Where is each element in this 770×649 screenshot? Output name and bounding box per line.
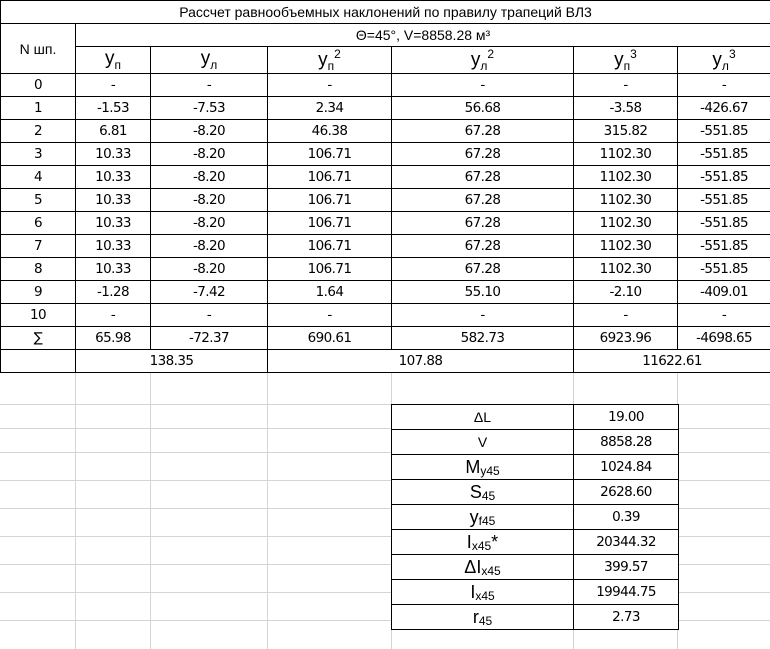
row-number-cell[interactable]: 3 [1,143,76,166]
results-table [391,404,679,630]
table-cell[interactable]: - [268,74,392,97]
table-cell[interactable]: -2.10 [574,281,678,304]
table-cell[interactable]: -409.01 [678,281,770,304]
table-cell[interactable]: 56.68 [392,97,574,120]
table-cell[interactable]: -8.20 [151,166,268,189]
table-cell[interactable]: 10.33 [76,166,151,189]
table-cell[interactable]: -8.20 [151,189,268,212]
col-header-yp[interactable]: $y_п$ [76,47,151,74]
table-cell[interactable]: 10.33 [76,189,151,212]
sum-cell[interactable]: 690.61 [268,327,392,350]
table-cell[interactable]: - [574,304,678,327]
result-value[interactable]: 399.57 [574,555,679,580]
table-cell[interactable]: - [76,74,151,97]
table-cell[interactable]: 106.71 [268,212,392,235]
table-cell[interactable]: 106.71 [268,143,392,166]
table-cell[interactable]: - [678,304,770,327]
table-cell[interactable]: 1102.30 [574,189,678,212]
table-cell[interactable]: 67.28 [392,258,574,281]
table-row [1,166,770,189]
table-cell[interactable]: - [151,74,268,97]
result-label[interactable]: $M_{y45}$ [392,455,574,480]
col-header-yl2[interactable]: $y_л^2$ [392,47,574,74]
total-cell[interactable]: 138.35 [76,350,268,373]
table-row [1,304,770,327]
table-cell[interactable]: 46.38 [268,120,392,143]
table-row [1,74,770,97]
sum-cell[interactable]: 65.98 [76,327,151,350]
table-cell[interactable]: - [392,304,574,327]
table-cell[interactable]: 67.28 [392,143,574,166]
table-cell[interactable]: -1.53 [76,97,151,120]
result-row [392,430,679,455]
row-number-cell[interactable]: 4 [1,166,76,189]
result-value[interactable]: 0.39 [574,505,679,530]
table-cell[interactable]: 106.71 [268,258,392,281]
table-cell[interactable]: - [268,304,392,327]
table-row [1,235,770,258]
table-subtitle[interactable]: Θ=45°, V=8858.28 м³ [76,24,770,47]
result-rows [392,405,679,630]
result-row [392,505,679,530]
table-cell[interactable]: 1102.30 [574,143,678,166]
sum-cell[interactable]: 6923.96 [574,327,678,350]
result-value[interactable]: 19.00 [574,405,679,430]
table-cell[interactable]: 67.28 [392,166,574,189]
table-cell[interactable]: - [392,74,574,97]
col-header-yl[interactable]: $y_л$ [151,47,268,74]
result-row [392,455,679,480]
table-title[interactable]: Рассчет равнообъемных наклонений по правилу трапеций ВЛ3 [1,1,770,24]
row-number-cell[interactable]: 6 [1,212,76,235]
table-row [1,97,770,120]
table-cell[interactable]: 1102.30 [574,166,678,189]
table-cell[interactable]: 10.33 [76,143,151,166]
table-cell[interactable]: -426.67 [678,97,770,120]
result-value[interactable]: 1024.84 [574,455,679,480]
table-cell[interactable]: -8.20 [151,235,268,258]
result-row [392,555,679,580]
table-cell[interactable]: 67.28 [392,235,574,258]
totals-empty-cell[interactable] [1,350,76,373]
col-header-yp2[interactable]: $y_п^2$ [268,47,392,74]
table-cell[interactable]: 2.34 [268,97,392,120]
table-cell[interactable]: -8.20 [151,258,268,281]
result-value[interactable]: 19944.75 [574,580,679,605]
table-cell[interactable]: -1.28 [76,281,151,304]
table-cell[interactable]: -551.85 [678,235,770,258]
table-cell[interactable]: 1102.30 [574,235,678,258]
table-row [1,120,770,143]
table-cell[interactable]: -551.85 [678,258,770,281]
table-cell[interactable]: 106.71 [268,235,392,258]
n-header[interactable]: N шп. [1,24,76,74]
table-cell[interactable]: 106.71 [268,166,392,189]
col-header-yl3[interactable]: $y_л^3$ [678,47,770,74]
table-cell[interactable]: -3.58 [574,97,678,120]
table-cell[interactable]: - [678,74,770,97]
table-cell[interactable]: -8.20 [151,212,268,235]
result-value[interactable]: 2.73 [574,605,679,630]
table-cell[interactable]: 106.71 [268,189,392,212]
table-cell[interactable]: - [574,74,678,97]
table-cell[interactable]: -551.85 [678,166,770,189]
result-label[interactable]: $S_{45}$ [392,480,574,505]
row-number-cell[interactable]: 7 [1,235,76,258]
table-row [1,258,770,281]
table-cell[interactable]: 10.33 [76,212,151,235]
table-cell[interactable]: 67.28 [392,189,574,212]
table-cell[interactable]: 55.10 [392,281,574,304]
result-row [392,530,679,555]
table-cell[interactable]: -551.85 [678,212,770,235]
result-value[interactable]: 2628.60 [574,480,679,505]
result-label[interactable]: $y_{f45}$ [392,505,574,530]
row-number-cell[interactable]: 10 [1,304,76,327]
table-cell[interactable]: 67.28 [392,120,574,143]
table-row [1,189,770,212]
result-row [392,605,679,630]
table-cell[interactable]: 315.82 [574,120,678,143]
result-row [392,405,679,430]
table-cell[interactable]: 1102.30 [574,258,678,281]
table-cell[interactable]: -7.42 [151,281,268,304]
sum-row [1,327,770,350]
col-header-yp3[interactable]: $y_п^3$ [574,47,678,74]
table-cell[interactable]: 1.64 [268,281,392,304]
row-number-cell[interactable]: 2 [1,120,76,143]
column-header-row [1,47,770,74]
table-row [1,212,770,235]
row-number-cell[interactable]: 1 [1,97,76,120]
table-cell[interactable]: -551.85 [678,143,770,166]
result-label[interactable]: ΔL [392,405,574,430]
sum-symbol[interactable]: ∑ [1,327,76,350]
table-cell[interactable]: - [151,304,268,327]
result-label[interactable]: V [392,430,574,455]
result-row [392,580,679,605]
table-cell[interactable]: -551.85 [678,120,770,143]
result-label[interactable]: $r_{45}$ [392,605,574,630]
row-number-cell[interactable]: 0 [1,74,76,97]
table-cell[interactable]: 1102.30 [574,212,678,235]
table-cell[interactable]: 10.33 [76,235,151,258]
table-cell[interactable]: -8.20 [151,143,268,166]
table-cell[interactable]: 67.28 [392,212,574,235]
sum-cell[interactable]: -72.37 [151,327,268,350]
sum-cell[interactable]: -4698.65 [678,327,770,350]
table-cell[interactable]: 10.33 [76,258,151,281]
table-cell[interactable]: -551.85 [678,189,770,212]
table-cell[interactable]: -8.20 [151,120,268,143]
result-label[interactable]: $I_{x45}$ [392,580,574,605]
sum-cell[interactable]: 582.73 [392,327,574,350]
totals-row [1,350,770,373]
result-row [392,480,679,505]
result-label[interactable]: $I_{x45}*$ [392,530,574,555]
data-rows [1,74,770,327]
table-cell[interactable]: -7.53 [151,97,268,120]
row-number-cell[interactable]: 9 [1,281,76,304]
result-value[interactable]: 20344.32 [574,530,679,555]
row-number-cell[interactable]: 8 [1,258,76,281]
table-cell[interactable]: - [76,304,151,327]
total-cell[interactable]: 11622.61 [574,350,770,373]
result-label[interactable]: $\Delta I_{x45}$ [392,555,574,580]
table-cell[interactable]: 6.81 [76,120,151,143]
table-row [1,143,770,166]
total-cell[interactable]: 107.88 [268,350,574,373]
row-number-cell[interactable]: 5 [1,189,76,212]
table-row [1,281,770,304]
result-value[interactable]: 8858.28 [574,430,679,455]
